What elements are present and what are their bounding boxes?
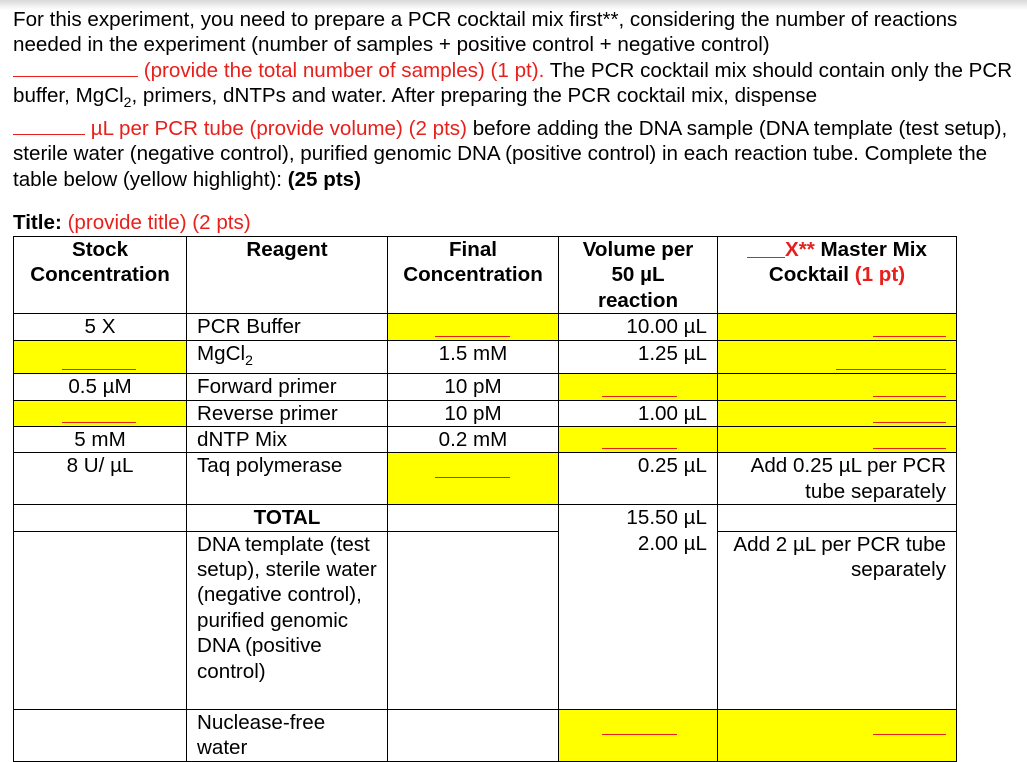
pcr-cocktail-table [13,236,957,762]
intro-hint-volume: µL per PCR tube (provide volume) (2 pts) [90,116,467,140]
cell-stock-input[interactable] [14,340,187,374]
water-reagent: Nuclease-free water [187,709,388,761]
cell-volume-input[interactable] [559,709,718,761]
dna-cocktail-note: Add 2 µL per PCR tube separately [718,531,957,709]
answer-line [873,396,946,397]
intro-text-1: For this experiment, you need to prepare a PCR cocktail mix first**, considering the number of reactions needed in the experiment (number of samples + positive control + negative control) [13,8,958,57]
dna-volume: 2.00 µL [559,531,718,709]
answer-line [873,336,946,337]
cell-final: 10 pM [388,400,559,426]
cell-reagent: PCR Buffer [187,314,388,340]
cell-cocktail-input[interactable] [718,426,957,452]
table-row [14,374,957,400]
dna-reagent: DNA template (test setup), sterile water (negative control), purified genomic DNA (positive control) [187,531,388,709]
water-row [14,709,957,761]
table-row [14,426,957,452]
cell-reagent: Taq polymerase [187,453,388,505]
cell-cocktail-input[interactable] [718,400,957,426]
header-cocktail [718,237,957,314]
header-cocktail-x: X** [785,238,815,261]
cocktail-x-blank[interactable] [747,237,785,258]
answer-line [435,336,510,337]
cell-cocktail-input[interactable] [718,709,957,761]
table-title-line [13,210,251,235]
answer-line [62,422,136,423]
cell-cocktail-input[interactable] [718,340,957,374]
cell-volume: 0.25 µL [559,453,718,505]
intro-text-4: before adding the DNA sample (DNA template (test setup), sterile water (negative control), purified genomic DNA (positive control) in each reaction tube. Complete the table below (yellow highlight): [13,116,1008,191]
table-row [14,340,957,374]
cell-empty [718,505,957,531]
cell-cocktail-input[interactable] [718,314,957,340]
intro-text-2: The PCR cocktail mix should contain only the PCR buffer, MgCl [13,58,1013,108]
cell-final: 1.5 mM [388,340,559,374]
title-label: Title: [13,211,62,234]
cell-cocktail-note: Add 0.25 µL per PCR tube separately [718,453,957,505]
cell-empty [14,505,187,531]
header-row [14,237,957,314]
cell-reagent: Forward primer [187,374,388,400]
total-volume: 15.50 µL [559,505,718,531]
cell-stock-input[interactable] [14,400,187,426]
cell-volume: 1.00 µL [559,400,718,426]
cell-final: 10 pM [388,374,559,400]
instructions-paragraph [13,7,1018,192]
cell-reagent [187,340,388,374]
header-cocktail-text: Master Mix Cocktail [768,238,927,287]
table-row [14,314,957,340]
header-final: Final Concentration [388,237,559,314]
intro-points: (25 pts) [287,167,361,191]
cell-volume: 10.00 µL [559,314,718,340]
volume-per-tube-blank[interactable] [13,116,85,135]
reagent-mgcl: MgCl [197,341,246,365]
total-row [14,505,957,531]
cell-final-input[interactable] [388,453,559,505]
cell-stock: 5 mM [14,426,187,452]
header-stock: Stock Concentration [14,237,187,314]
answer-line [873,734,946,735]
answer-line [435,477,510,478]
cell-reagent: dNTP Mix [187,426,388,452]
intro-hint-total-samples: (provide the total number of samples) (1 pt). [143,58,545,82]
cell-volume-input[interactable] [559,426,718,452]
cell-final: 0.2 mM [388,426,559,452]
cell-stock: 5 X [14,314,187,340]
intro-sub-2: 2 [123,94,132,111]
answer-line [602,734,677,735]
cell-final-input[interactable] [388,314,559,340]
answer-line [602,448,677,449]
cell-empty [388,709,559,761]
cell-cocktail-input[interactable] [718,374,957,400]
answer-line [873,448,946,449]
header-cocktail-pts: (1 pt) [854,263,906,287]
cell-empty [388,531,559,709]
intro-text-3: , primers, dNTPs and water. After preparing the PCR cocktail mix, dispense [131,84,818,108]
total-samples-blank[interactable] [13,58,138,77]
cell-empty [14,531,187,709]
cell-volume: 1.25 µL [559,340,718,374]
table-row [14,453,957,505]
header-volume: Volume per 50 µL reaction [559,237,718,314]
answer-line [873,422,946,423]
title-hint[interactable]: (provide title) (2 pts) [67,211,251,234]
answer-line [602,396,677,397]
cell-volume-input[interactable] [559,374,718,400]
cell-stock: 0.5 µM [14,374,187,400]
cell-reagent: Reverse primer [187,400,388,426]
table-row [14,400,957,426]
cell-stock: 8 U/ µL [14,453,187,505]
reagent-mgcl-sub: 2 [245,351,253,368]
dna-row [14,531,957,709]
answer-line [836,369,946,370]
header-reagent: Reagent [187,237,388,314]
cell-empty [388,505,559,531]
total-label: TOTAL [187,505,388,531]
cell-empty [14,709,187,761]
answer-line [62,369,136,370]
